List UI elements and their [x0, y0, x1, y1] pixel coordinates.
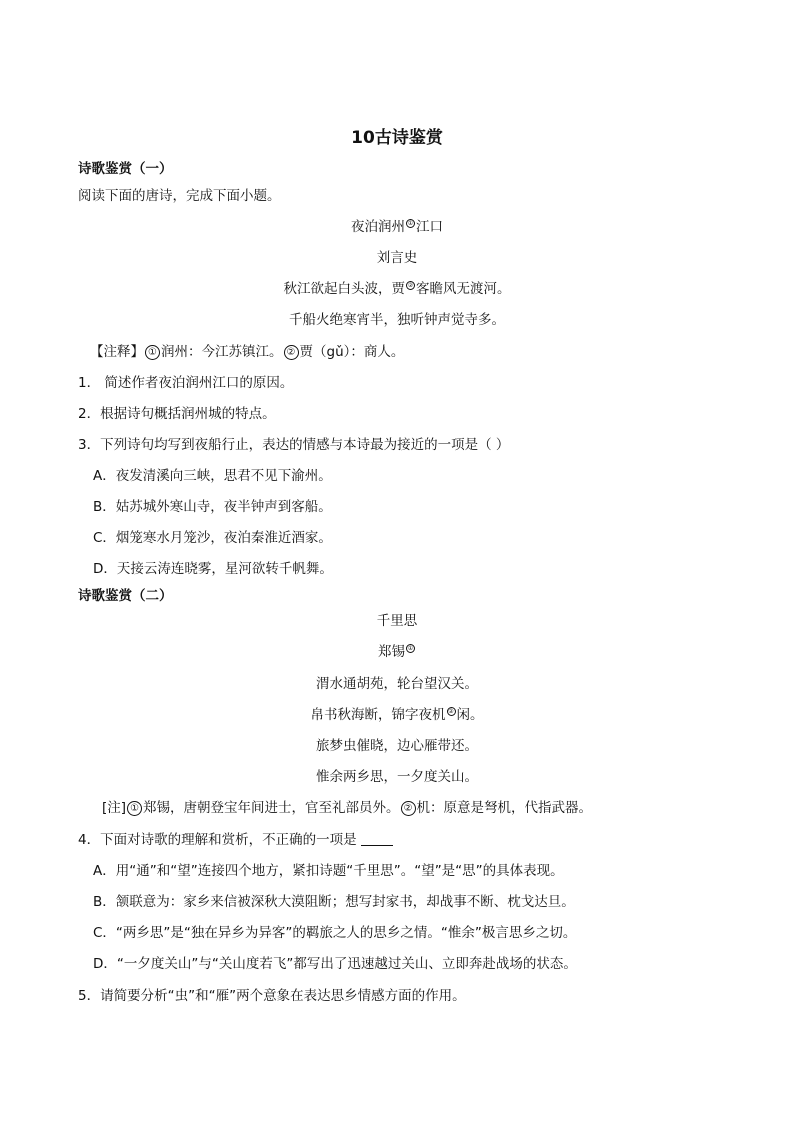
poem-2-line-2-start: 帛书秋海断，锦字夜机: [310, 707, 446, 723]
note-1-marker: ①: [127, 801, 142, 816]
poem-2-line-2: [0, 706, 794, 724]
poem-1-line-1-start: 秋江欲起白头波，贾: [283, 281, 405, 297]
question-4-option-a: A．用“通”和“望”连接四个地方，紧扣诗题“千里思”。“望”是“思”的具体表现。: [93, 863, 564, 879]
poem-2-author: [0, 643, 794, 661]
question-3: 3．下列诗句均写到夜船行止，表达的情感与本诗最为接近的一项是（ ）: [78, 437, 510, 453]
question-4-option-b: B．颔联意为：家乡来信被深秋大漠阻断；想写封家书，却战事不断、枕戈达旦。: [93, 894, 575, 910]
poem-1-title: [0, 218, 794, 236]
note-1-text: 润州：今江苏镇江。: [161, 344, 283, 360]
question-3-option-a: A．夜发清溪向三峡，思君不见下渝州。: [93, 468, 332, 484]
section-2-heading: 诗歌鉴赏（二）: [78, 588, 173, 604]
poem-1-line-1-end: 客瞻风无渡河。: [416, 281, 511, 297]
section-1-instruction: 阅读下面的唐诗，完成下面小题。: [78, 188, 281, 204]
question-3-option-b: B．姑苏城外寒山寺，夜半钟声到客船。: [93, 499, 332, 515]
poem-1-line-2: 千船火绝寒宵半，独听钟声觉寺多。: [289, 312, 505, 328]
footnote-marker-2: ②: [448, 708, 454, 715]
question-3-option-d: D．天接云涛连晓雾，星河欲转千帆舞。: [93, 561, 333, 577]
poem-2-title: 千里思: [376, 613, 418, 629]
note-2-text: 机：原意是弩机，代指武器。: [416, 800, 593, 816]
page-title: 10古诗鉴赏: [351, 128, 443, 148]
section-1-heading: 诗歌鉴赏（一）: [78, 161, 173, 177]
question-2: 2．根据诗句概括润州城的特点。: [78, 406, 276, 422]
footnote-marker-2: ②: [407, 282, 414, 289]
note-1-text: 郑锡，唐朝登宝年间进士，官至礼部员外。: [143, 800, 400, 816]
note-1-marker: ①: [145, 345, 160, 360]
question-4-option-d: D．“一夕度关山”与“关山度若飞”都写出了迅速越过关山、立即奔赴战场的状态。: [93, 956, 577, 972]
poem-1-line-1: [0, 280, 794, 298]
footnote-marker-1: ①: [407, 645, 414, 652]
poem-2-author-name: 郑锡: [378, 644, 405, 660]
question-4: [78, 831, 393, 849]
footnote-marker-1: ①: [407, 220, 414, 227]
poem-1-title-text-end: 江口: [416, 219, 443, 235]
question-4-option-c: C．“两乡思”是“独在异乡为异客”的羁旅之人的思乡之情。“惟余”极言思乡之切。: [93, 925, 577, 941]
note-2-text: 贾（gǔ）：商人。: [299, 344, 405, 360]
notes-label: 【注释】: [90, 344, 144, 360]
poem-1-notes: [90, 343, 404, 361]
poem-1-author: 刘言史: [376, 250, 418, 266]
question-4-text: 4．下面对诗歌的理解和赏析，不正确的一项是: [78, 832, 357, 848]
poem-2-notes: [102, 799, 592, 817]
note-2-marker: ②: [284, 345, 299, 360]
notes-label: [注]: [102, 800, 127, 816]
poem-2-line-2-end: 闲。: [456, 707, 484, 723]
question-5: 5．请简要分析“虫”和“雁”两个意象在表达思乡情感方面的作用。: [78, 988, 466, 1004]
poem-2-line-1: 渭水通胡苑，轮台望汉关。: [316, 676, 478, 692]
question-3-option-c: C．烟笼寒水月笼沙，夜泊秦淮近酒家。: [93, 530, 332, 546]
poem-1-title-text: 夜泊润州: [351, 219, 405, 235]
note-2-marker: ②: [401, 801, 416, 816]
question-1: 1． 简述作者夜泊润州江口的原因。: [78, 375, 294, 391]
answer-blank: [361, 831, 393, 846]
poem-2-line-3: 旅梦虫催晓，边心雁带还。: [316, 738, 478, 754]
poem-2-line-4: 惟余两乡思，一夕度关山。: [316, 769, 478, 785]
